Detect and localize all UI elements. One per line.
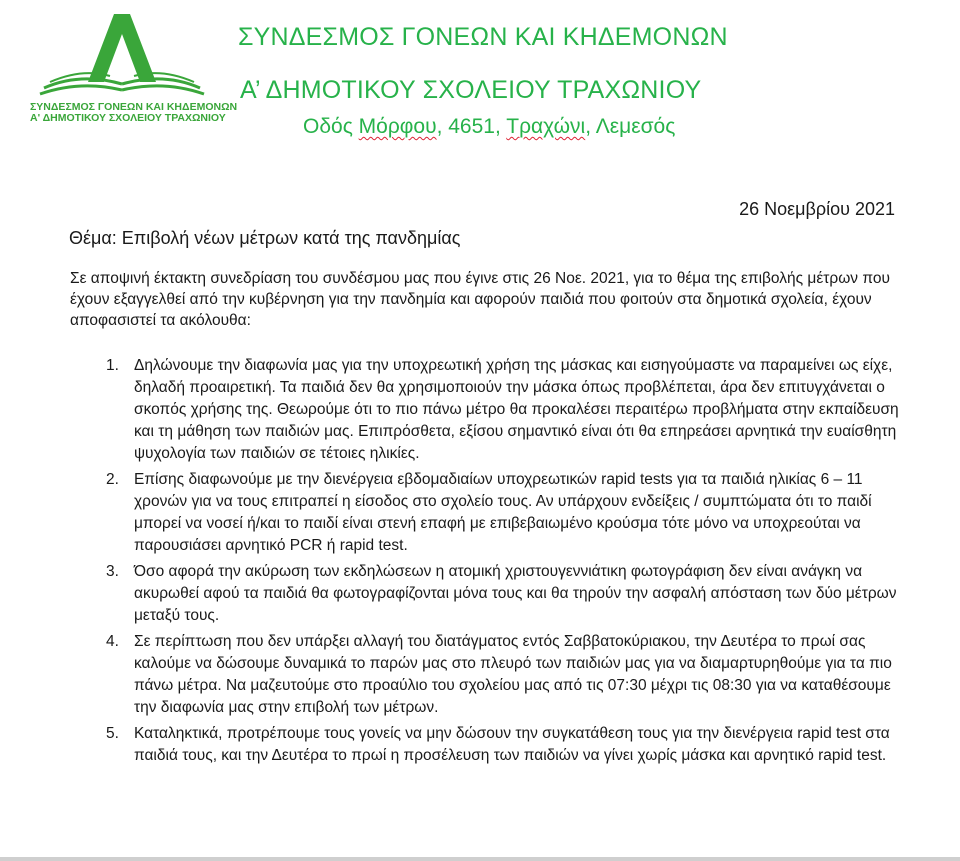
list-item-number: 5. [106, 725, 119, 742]
address-postcode: , 4651, [436, 115, 507, 138]
list-item [70, 723, 900, 767]
address-town: Τραχώνι [506, 115, 586, 138]
list-item-text: Όσο αφορά την ακύρωση των εκδηλώσεων η ατομική χριστουγεννιάτικη φωτογράφιση δεν είναι ανάγκη να ακυρωθεί αφού τα παιδιά θα φωτογραφίζονται μόνα τους και θα τηρούν την ασφαλή απόσταση των δύο μέτρων μεταξύ τους. [134, 563, 897, 624]
page-bottom-edge [0, 857, 960, 861]
letter-intro: Σε αποψινή έκτακτη συνεδρίαση του συνδέσμου μας που έγινε στις 26 Νοε. 2021, για το θέμα της επιβολής μέτρων που έχουν εξαγγελθεί από την κυβέρνηση για την πανδημία και αφορούν παιδιά που φοιτούν στα δημοτικά σχολεία, έχουν αποφασιστεί τα ακόλουθα: [70, 270, 890, 329]
list-item-number: 4. [106, 633, 119, 650]
decisions-list [70, 355, 900, 771]
list-item-text: Καταληκτικά, προτρέπουμε τους γονείς να μην δώσουν την συγκατάθεση τους για την διενέργεια rapid test στα παιδιά τους, και την Δευτέρα το πρωί η προσέλευση των παιδιών να γίνει χωρίς μάσκα και αρνητικό rapid test. [134, 725, 890, 764]
list-item [70, 561, 900, 627]
organization-name: ΣΥΝΔΕΣΜΟΣ ΓΟΝΕΩΝ ΚΑΙ ΚΗΔΕΜΟΝΩΝ [238, 23, 728, 51]
letter-date: 26 Νοεμβρίου 2021 [739, 199, 895, 219]
list-item-number: 1. [106, 357, 119, 374]
list-item [70, 631, 900, 719]
list-item-text: Δηλώνουμε την διαφωνία μας για την υποχρεωτική χρήση της μάσκας και εισηγούμαστε να παραμείνει ως είχε, δηλαδή προαιρετική. Τα παιδιά δεν θα χρησιμοποιούν την μάσκα όπως προβλέπεται, άρα δεν επιτυγχάνεται ο σκοπός χρήσης της. Θεωρούμε ότι το πιο πάνω μέτρο θα προκαλέσει περαιτέρω προβλήματα στην εκπαίδευση και τη μάθηση των παιδιών μας. Επιπρόσθετα, εξίσου σημαντικό είναι ότι θα επηρεάσει αρνητικά την ευαίσθητη ψυχολογία των παιδιών σε τέτοιες ηλικίες. [134, 357, 899, 462]
association-logo [30, 12, 238, 124]
list-item-number: 2. [106, 471, 119, 488]
address-city: , Λεμεσός [585, 115, 676, 138]
letter-subject: Θέμα: Επιβολή νέων μέτρων κατά της πανδημίας [69, 228, 461, 248]
list-item-text: Σε περίπτωση που δεν υπάρξει αλλαγή του διατάγματος εντός Σαββατοκύριακου, την Δευτέρα το πρωί σας καλούμε να δώσουμε δυναμικά το παρών μας στο πλευρό των παιδιών μας για να διαμαρτυρηθούμε για τα πιο πάνω μέτρα. Να μαζευτούμε στο προαύλιο του σχολείου μας από τις 07:30 μέχρι τις 08:30 για να καταθέσουμε την διαφωνία μας στην επιβολή των μέτρων. [134, 633, 892, 716]
school-name: Α’ ΔΗΜΟΤΙΚΟΥ ΣΧΟΛΕΙΟΥ ΤΡΑΧΩΝΙΟΥ [240, 76, 702, 104]
logo-text-line2: Α' ΔΗΜΟΤΙΚΟΥ ΣΧΟΛΕΙΟΥ ΤΡΑΧΩΝΙΟΥ [30, 112, 226, 124]
list-item [70, 355, 900, 465]
logo-text-line1: ΣΥΝΔΕΣΜΟΣ ΓΟΝΕΩΝ ΚΑΙ ΚΗΔΕΜΟΝΩΝ [30, 101, 238, 113]
list-item-text: Επίσης διαφωνούμε με την διενέργεια εβδομαδιαίων υποχρεωτικών rapid tests για τα παιδιά ηλικίας 6 – 11 χρονών για να τους επιτραπεί η είσοδος στο σχολείο τους. Αν υπάρχουν ενδείξεις / συμπτώματα ότι το παιδί μπορεί να νοσεί ή/και το παιδί είναι στενή επαφή με επιβεβαιωμένο κρούσμα τότε μόνο να υποχρεούται να παρουσιάσει αρνητικό PCR ή rapid test. [134, 471, 872, 554]
list-item [70, 469, 900, 557]
address-street: Μόρφου [358, 115, 437, 138]
address-line [303, 115, 675, 139]
address-prefix: Οδός [303, 115, 359, 138]
logo-emblem-icon [30, 12, 208, 102]
list-item-number: 3. [106, 563, 119, 580]
